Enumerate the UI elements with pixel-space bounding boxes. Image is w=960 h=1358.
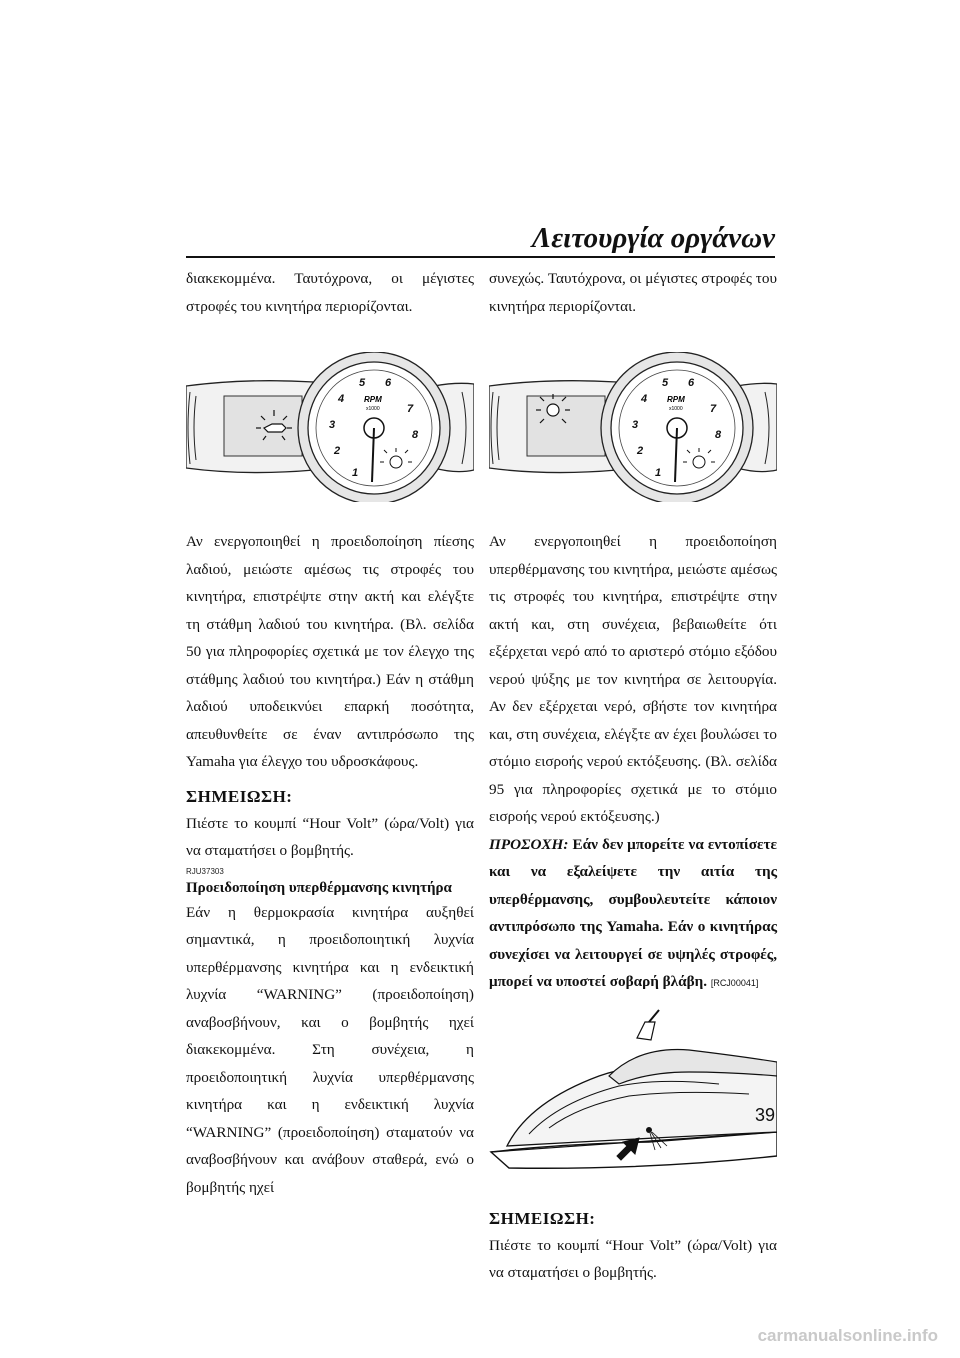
caution-label: ΠΡΟΣΟΧΗ: [489,835,569,853]
svg-text:x1000: x1000 [366,406,380,412]
svg-text:8: 8 [715,429,722,441]
svg-text:RPM: RPM [364,395,382,404]
svg-text:RPM: RPM [667,395,685,404]
caution-text: Εάν δεν μπορείτε να εντοπίσετε και να εξαλείψετε την αιτία της υπερθέρμανσης, συμβουλευτείτε κάποιον αντιπρόσωπο της Yamaha. Εάν ο κινητήρας συνεχίσει να λειτουργεί σε υψηλές στροφές, μπορεί να υποστεί σοβαρή βλάβη. [489,835,777,990]
left-oil-warning-paragraph: Αν ενεργοποιηθεί η προειδοποίηση πίεσης λαδιού, μειώστε αμέσως τις στροφές του κινητήρα, επιστρέψτε στην ακτή και ελέγξτε τη στάθμη λαδιού του κινητήρα. (Βλ. σελίδα 50 για πληροφορίες σχετικά με τον έλεγχο της στάθμης λαδιού του κινητήρα.) Εάν η στάθμη λαδιού υποδεικνύει επαρκή ποσότητα, απευθυνθείτε σε έναν αντιπρόσωπο της Yamaha για έλεγχο του υδροσκάφους. [186,533,474,770]
oil-pressure-warning-figure [186,352,474,502]
header-rule [186,256,775,258]
section-code: RJU37303 [186,866,224,876]
right-note-text: Πιέστε το κουμπί “Hour Volt” (ώρα/Volt) για να σταματήσει ο βομβητής. [489,1236,778,1281]
page-number: 39 [754,1105,775,1125]
footer-watermark: carmanualsonline.info [757,1326,938,1345]
svg-text:4: 4 [641,393,648,405]
right-note-heading: ΣΗΜΕΙΩΣΗ: [489,1208,596,1228]
left-column [186,265,474,1201]
left-note-text: Πιέστε το κουμπί “Hour Volt” (ώρα/Volt) για να σταματήσει ο βομβητής. [186,814,475,859]
right-column [489,265,777,1287]
right-intro-paragraph: συνεχώς. Ταυτόχρονα, οι μέγιστες στροφές του κινητήρα περιορίζονται. [489,270,777,315]
svg-text:7: 7 [710,403,717,415]
svg-text:1: 1 [352,467,359,479]
left-note-heading: ΣΗΜΕΙΩΣΗ: [186,786,293,806]
svg-text:2: 2 [334,445,341,457]
right-overheat-paragraph: Αν ενεργοποιηθεί η προειδοποίηση υπερθέρμανσης του κινητήρα, μειώστε αμέσως τις στροφές του κινητήρα, επιστρέψτε στην ακτή και, στη συνέχεια, βεβαιωθείτε ότι εξέρχεται νερό από το αριστερό στόμιο εξόδου νερού ψύξης με τον κινητήρα σε λειτουργία. Αν δεν εξέρχεται νερό, σβήστε τον κινητήρα και, στη συνέχεια, ελέγξτε αν έχει βουλώσει το στόμιο εισροής νερού εκτόξευσης. (Βλ. σελίδα 95 για πληροφορίες σχετικά με το στόμιο εισροής νερού εκτόξευσης.) [489,533,777,825]
svg-text:8: 8 [412,429,419,441]
caution-code: [RCJ00041] [710,978,759,988]
overheat-warning-figure [489,352,777,502]
svg-text:4: 4 [338,393,345,405]
svg-text:6: 6 [688,377,695,389]
svg-text:5: 5 [662,377,669,389]
svg-text:3: 3 [329,419,336,431]
watercraft-cooling-outlet-figure [489,1006,777,1196]
page-header-title: Λειτουργία οργάνων [531,222,775,254]
svg-text:3: 3 [632,419,639,431]
svg-text:7: 7 [407,403,414,415]
svg-text:6: 6 [385,377,392,389]
svg-text:5: 5 [359,377,366,389]
svg-text:x1000: x1000 [669,406,683,412]
left-intro-paragraph: διακεκομμένα. Ταυτόχρονα, οι μέγιστες στροφές του κινητήρα περιορίζονται. [186,270,474,315]
caution-block [489,831,777,998]
svg-text:2: 2 [637,445,644,457]
section-heading: Προειδοποίηση υπερθέρμανσης κινητήρα [186,879,452,896]
left-overheat-paragraph: Εάν η θερμοκρασία κινητήρα αυξηθεί σημαντικά, η προειδοποιητική λυχνία υπερθέρμανσης κινητήρα και η ενδεικτική λυχνία “WARNING” (προειδοποίηση) αναβοσβήνουν, και ο βομβητής ηχεί διακεκομμένα. Στη συνέχεια, η προειδοποιητική λυχνία υπερθέρμανσης κινητήρα και η ενδεικτική λυχνία “WARNING” (προειδοποίηση) σταματούν να αναβοσβήνουν και ανάβουν σταθερά, ενώ ο βομβητής ηχεί [186,903,474,1196]
svg-text:1: 1 [655,467,662,479]
